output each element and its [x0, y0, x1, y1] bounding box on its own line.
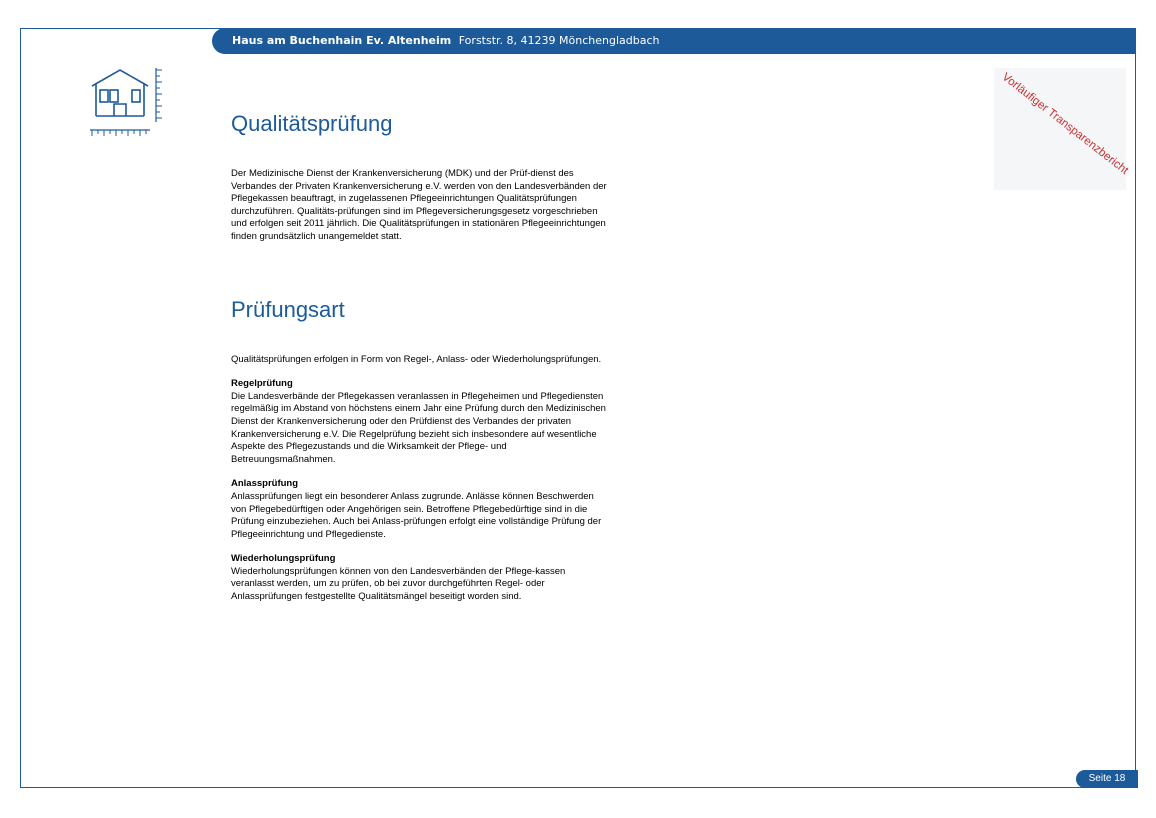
regelpruefung-text: Die Landesverbände der Pflegekassen veranlassen in Pflegeheimen und Pflegediensten regelmäßig im Abstand von höchstens einem Jahr eine Prüfung durch den Medizinischen Dienst der Krankenversicherung oder den Prüfdienst des Verbandes der privaten Krankenversicherung e.V. Die Regelprüfung bezieht sich insbesondere auf wesentliche Aspekte des Pflegezustands und die Wirksamkeit der Pflege- und Betreuungsmaßnahmen. — [231, 390, 606, 465]
page-number-badge: Seite 18 — [1076, 770, 1138, 788]
house-with-ruler-icon — [88, 64, 168, 144]
anlasspruefung-text: Anlassprüfungen liegt ein besonderer Anlass zugrunde. Anlässe können Beschwerden von Pflegebedürftigen oder Angehörigen sein. Betroffene Pflegebedürftige sind in die Prüfung einzubeziehen. Auch bei Anlass-prüfungen erfolgt eine vollständige Prüfung der Pflegeeinrichtung und Pflegedienste. — [231, 490, 602, 540]
home-address: Forststr. 8, 41239 Mönchengladbach — [458, 34, 660, 47]
pruefungsart-intro: Qualitätsprüfungen erfolgen in Form von Regel-, Anlass- oder Wiederholungsprüfungen. — [231, 353, 602, 365]
home-name: Haus am Buchenhain Ev. Altenheim — [232, 34, 452, 47]
preliminary-report-stamp: Vorläufiger Transparenzbericht — [999, 71, 1131, 177]
header-bar — [212, 28, 1136, 54]
anlasspruefung-heading: Anlassprüfung — [231, 478, 299, 490]
qualitaetspruefung-paragraph: Der Medizinische Dienst der Krankenversicherung (MDK) und der Prüf-dienst des Verbandes der Privaten Krankenversicherung e.V. werden von den Landesverbänden der Pflegekassen beauftragt, in zugelassenen Pflegeeinrichtungen Qualitätsprüfungen durchzuführen. Qualitäts-prüfungen sind im Pflegeversicherungsgesetz vorgeschrieben und erfolgen seit 2011 jährlich. Die Qualitätsprüfungen in stationären Pflegeeinrichtungen finden grundsätzlich unangemeldet statt. — [231, 168, 607, 242]
wiederholungspruefung-heading: Wiederholungsprüfung — [231, 553, 336, 565]
section-title-qualitaetspruefung: Qualitätsprüfung — [231, 111, 393, 136]
main-content — [231, 110, 611, 604]
regelpruefung-heading: Regelprüfung — [231, 378, 293, 390]
section-title-pruefungsart: Prüfungsart — [231, 296, 345, 322]
wiederholungspruefung-text: Wiederholungsprüfungen können von den Landesverbänden der Pflege-kassen veranlasst werden, um zu prüfen, ob bei zuvor durchgeführten Regel- oder Anlassprüfungen festgestellte Qualitätsmängel beseitigt worden sind. — [231, 565, 566, 603]
